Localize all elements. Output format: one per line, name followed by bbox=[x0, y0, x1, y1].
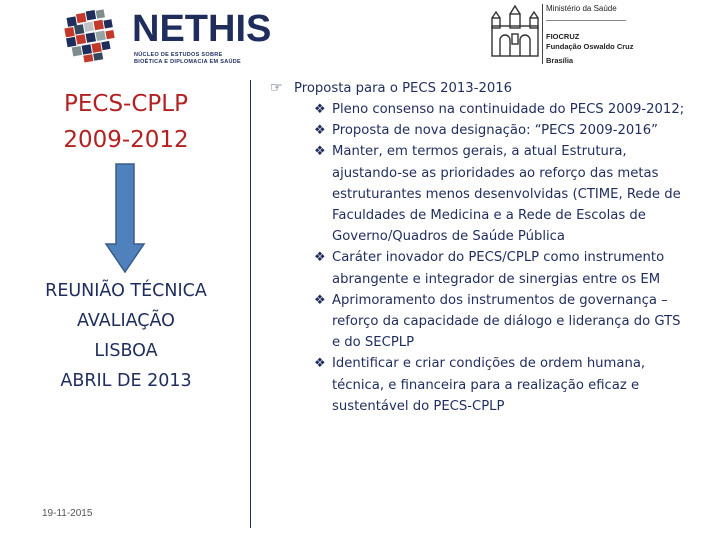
fiocruz-name bbox=[546, 32, 666, 52]
four-diamond-bullet-icon: ❖ bbox=[314, 250, 326, 266]
proposal-content bbox=[270, 78, 700, 417]
fiocruz-line2: Fundação Oswaldo Cruz bbox=[546, 42, 634, 51]
nethis-logo bbox=[60, 6, 272, 68]
fiocruz-line1: FIOCRUZ bbox=[546, 32, 580, 41]
nethis-wordmark: NETHIS bbox=[132, 8, 272, 50]
meeting-line: LISBOA bbox=[94, 341, 158, 361]
proposal-heading: Proposta para o PECS 2013-2016 bbox=[294, 81, 513, 96]
proposal-heading-row bbox=[270, 78, 700, 99]
proposal-bullet bbox=[270, 247, 700, 289]
brasilia-name: Brasília bbox=[546, 56, 574, 65]
four-diamond-bullet-icon: ❖ bbox=[314, 144, 326, 160]
proposal-bullet-text: Manter, em termos gerais, a atual Estrutura, ajustando-se as prioridades ao reforço das metas estruturantes menos desenvolvidas (CTIME, Rede de Faculdades de Medicina e a Rede de Escolas de Governo/Quadros de Saúde Pública bbox=[332, 144, 681, 245]
footer-date: 19-11-2015 bbox=[42, 508, 93, 519]
meeting-line: AVALIAÇÃO bbox=[77, 311, 175, 331]
four-diamond-bullet-icon: ❖ bbox=[314, 102, 326, 117]
proposal-bullet-text: Aprimoramento dos instrumentos de governança – reforço da capacidade de diálogo e liderança do GTS e do SECPLP bbox=[332, 292, 681, 351]
proposal-bullet-text: Pleno consenso na continuidade do PECS 2009-2012; bbox=[332, 102, 685, 117]
meeting-line: ABRIL DE 2013 bbox=[60, 371, 192, 391]
meeting-info bbox=[18, 276, 234, 396]
four-diamond-bullet-icon: ❖ bbox=[314, 123, 326, 139]
proposal-bullet bbox=[270, 353, 700, 417]
fiocruz-castle-icon bbox=[486, 2, 544, 62]
proposal-bullet bbox=[270, 290, 700, 354]
proposal-bullet-text: Proposta de nova designação: “PECS 2009-2016” bbox=[332, 123, 658, 139]
nethis-emblem-icon bbox=[60, 6, 122, 66]
nethis-subtitle-line1: NÚCLEO DE ESTUDOS SOBRE bbox=[134, 52, 223, 58]
left-title bbox=[20, 86, 232, 158]
left-title-line1: PECS-CPLP bbox=[64, 91, 188, 117]
proposal-bullet-list bbox=[270, 99, 700, 417]
vertical-divider bbox=[250, 80, 251, 528]
four-diamond-bullet-icon: ❖ bbox=[314, 292, 326, 308]
ministry-rule bbox=[546, 20, 626, 21]
logo-divider bbox=[542, 4, 543, 64]
four-diamond-bullet-icon: ❖ bbox=[314, 356, 326, 372]
proposal-bullet bbox=[270, 120, 700, 141]
proposal-bullet bbox=[270, 99, 700, 120]
nethis-subtitle bbox=[134, 52, 264, 66]
proposal-bullet-text: Caráter inovador do PECS/CPLP como instrumento abrangente e integrador de sinergias entre os EM bbox=[332, 250, 665, 287]
down-arrow-icon bbox=[104, 162, 146, 274]
pointing-hand-icon: ☞ bbox=[270, 80, 283, 96]
proposal-bullet bbox=[270, 141, 700, 247]
meeting-line: REUNIÃO TÉCNICA bbox=[45, 281, 207, 301]
proposal-bullet-text: Identificar e criar condições de ordem humana, técnica, e financeira para a realização eficaz e sustentável do PECS-CPLP bbox=[332, 356, 646, 414]
nethis-subtitle-line2: BIOÉTICA E DIPLOMACIA EM SAÚDE bbox=[134, 59, 241, 65]
ministry-logo bbox=[486, 0, 686, 70]
ministry-name: Ministério da Saúde bbox=[546, 4, 617, 13]
left-title-line2: 2009-2012 bbox=[63, 127, 189, 153]
